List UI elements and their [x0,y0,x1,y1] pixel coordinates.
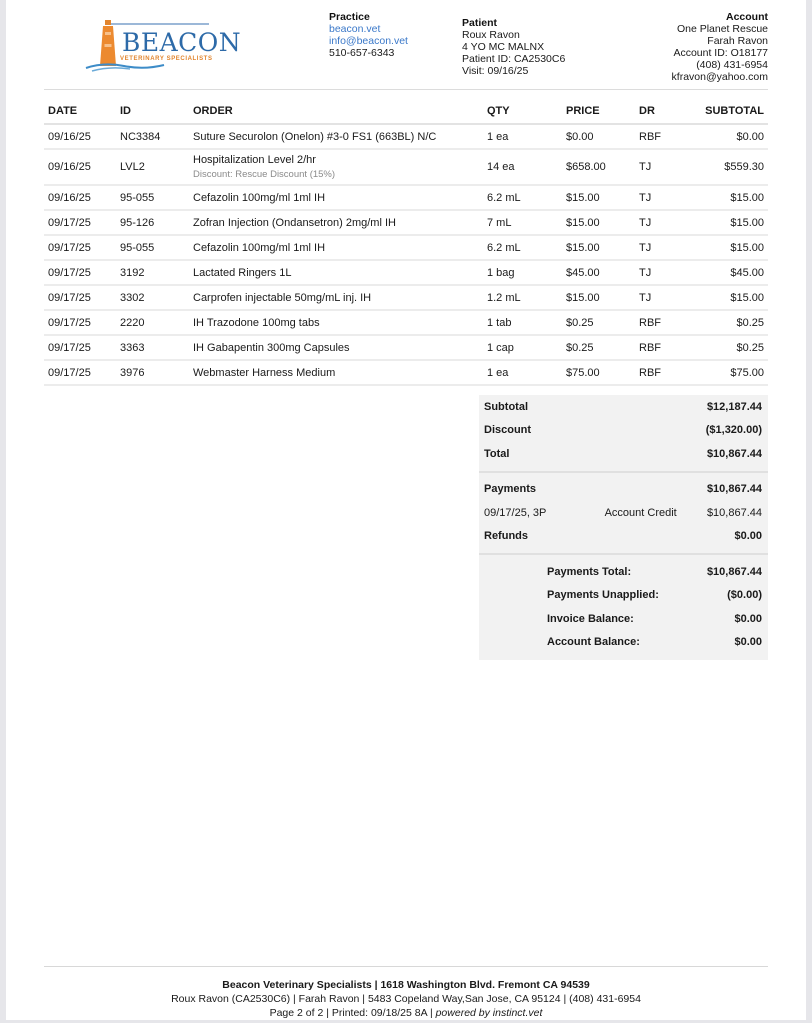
row-id: 3363 [116,335,189,360]
table-row [44,185,768,210]
row-qty: 1 ea [483,124,562,149]
account-phone: (408) 431-6954 [696,59,768,71]
row-qty: 1 bag [483,260,562,285]
row-subtotal: $0.00 [695,124,768,149]
row-dr: TJ [635,210,695,235]
payments-label: Payments [484,483,536,496]
footer-page-printed: Page 2 of 2 | Printed: 09/18/25 8A | [269,1007,436,1019]
row-date: 09/17/25 [44,285,116,310]
row-order [189,149,483,185]
row-subtotal: $15.00 [695,285,768,310]
row-qty: 1.2 mL [483,285,562,310]
invoice-page [6,0,806,1020]
row-order: IH Trazodone 100mg tabs [189,310,483,335]
table-row [44,124,768,149]
row-subtotal: $0.25 [695,335,768,360]
row-order-name: Hospitalization Level 2/hr [193,154,316,166]
row-id: 3302 [116,285,189,310]
row-id: 3192 [116,260,189,285]
account-balance-value: $0.00 [734,636,762,649]
row-subtotal: $15.00 [695,185,768,210]
row-order: Cefazolin 100mg/ml 1ml IH [189,235,483,260]
row-qty: 7 mL [483,210,562,235]
payments-total-label: Payments Total: [547,565,632,578]
footer-page-info [6,1006,806,1020]
row-order: Carprofen injectable 50mg/mL inj. IH [189,285,483,310]
account-email: kfravon@yahoo.com [671,71,768,83]
row-dr: TJ [635,185,695,210]
row-subtotal: $0.25 [695,310,768,335]
payments-unapplied-row [479,584,768,608]
patient-description: 4 YO MC MALNX [462,41,545,53]
row-id: LVL2 [116,149,189,185]
row-order: Cefazolin 100mg/ml 1ml IH [189,185,483,210]
row-dr: TJ [635,235,695,260]
payments-divider [479,553,768,555]
table-row [44,310,768,335]
payments-total-value: $10,867.44 [706,565,762,578]
footer-client-info: Roux Ravon (CA2530C6) | Farah Ravon | 5483 Copeland Way,San Jose, CA 95124 | (408) 431-6954 [171,993,641,1005]
beacon-logo [84,18,242,74]
row-dr: RBF [635,360,695,385]
row-qty: 6.2 mL [483,185,562,210]
row-date: 09/17/25 [44,235,116,260]
total-label: Total [484,447,510,460]
row-qty: 1 ea [483,360,562,385]
col-header-order: ORDER [189,98,483,124]
payments-value: $10,867.44 [706,483,762,496]
header-divider [44,89,768,90]
col-header-subtotal: SUBTOTAL [695,98,768,124]
row-dr: TJ [635,149,695,185]
table-header-row [44,98,768,124]
practice-phone: 510-657-6343 [329,47,395,59]
brand-name: BEACON [122,28,242,57]
row-discount-note: Discount: Rescue Discount (15%) [193,169,336,180]
row-date: 09/17/25 [44,210,116,235]
row-subtotal: $45.00 [695,260,768,285]
patient-id: Patient ID: CA2530C6 [462,53,566,65]
table-row [44,210,768,235]
refunds-row [479,525,768,549]
discount-label: Discount [484,424,532,437]
subtotal-value: $12,187.44 [706,400,762,413]
account-organization: One Planet Rescue [676,23,768,35]
row-price: $15.00 [562,210,635,235]
col-header-id: ID [116,98,189,124]
row-price: $0.25 [562,335,635,360]
invoice-balance-row [479,607,768,631]
row-date: 09/16/25 [44,185,116,210]
payment-entry-method: Account Credit [604,506,677,519]
row-qty: 6.2 mL [483,235,562,260]
payments-unapplied-label: Payments Unapplied: [547,589,659,602]
row-price: $0.00 [562,124,635,149]
row-order: IH Gabapentin 300mg Capsules [189,335,483,360]
invoice-balance-value: $0.00 [734,612,762,625]
row-dr: RBF [635,124,695,149]
table-row [44,260,768,285]
payments-total-row [479,560,768,584]
row-price: $15.00 [562,235,635,260]
table-row [44,360,768,385]
row-order: Zofran Injection (Ondansetron) 2mg/ml IH [189,210,483,235]
practice-email-link[interactable]: info@beacon.vet [329,35,408,47]
discount-value: ($1,320.00) [705,424,762,437]
row-qty: 1 tab [483,310,562,335]
payments-unapplied-value: ($0.00) [727,589,762,602]
totals-divider [479,471,768,473]
col-header-dr: DR [635,98,695,124]
page-footer [6,978,806,1020]
row-id: 2220 [116,310,189,335]
row-date: 09/16/25 [44,124,116,149]
table-row [44,285,768,310]
account-info [672,11,768,83]
row-date: 09/17/25 [44,360,116,385]
row-price: $15.00 [562,285,635,310]
refunds-label: Refunds [484,530,528,543]
practice-info [329,11,408,59]
practice-heading: Practice [329,11,370,23]
patient-visit: Visit: 09/16/25 [462,65,529,77]
row-subtotal: $559.30 [695,149,768,185]
invoice-items-table [44,98,768,386]
row-order: Suture Securolon (Onelon) #3-0 FS1 (663BL) N/C [189,124,483,149]
row-id: 95-126 [116,210,189,235]
account-contact: Farah Ravon [707,35,768,47]
row-id: 3976 [116,360,189,385]
total-value: $10,867.44 [706,447,762,460]
discount-row [479,419,768,443]
table-row [44,335,768,360]
account-heading: Account [726,11,768,23]
payment-entry-amount: $10,867.44 [706,506,762,519]
patient-info [462,17,565,77]
payment-entry-date: 09/17/25, 3P [484,506,547,519]
row-date: 09/17/25 [44,335,116,360]
col-header-date: DATE [44,98,116,124]
row-date: 09/17/25 [44,260,116,285]
row-dr: TJ [635,285,695,310]
invoice-balance-label: Invoice Balance: [547,612,634,625]
table-row [44,235,768,260]
subtotal-label: Subtotal [484,400,528,413]
row-subtotal: $75.00 [695,360,768,385]
footer-powered-by: powered by instinct.vet [435,1007,543,1019]
balance-summary [479,560,768,654]
row-price: $75.00 [562,360,635,385]
row-subtotal: $15.00 [695,235,768,260]
row-qty: 1 cap [483,335,562,360]
refunds-value: $0.00 [734,530,762,543]
account-balance-label: Account Balance: [547,636,640,649]
row-date: 09/16/25 [44,149,116,185]
account-balance-row [479,631,768,655]
total-row [479,442,768,466]
table-row [44,149,768,185]
row-qty: 14 ea [483,149,562,185]
row-subtotal: $15.00 [695,210,768,235]
account-id: Account ID: O18177 [673,47,768,59]
patient-heading: Patient [462,17,498,29]
footer-divider [44,966,768,967]
col-header-price: PRICE [562,98,635,124]
row-date: 09/17/25 [44,310,116,335]
row-dr: TJ [635,260,695,285]
row-price: $45.00 [562,260,635,285]
row-id: 95-055 [116,235,189,260]
row-dr: RBF [635,335,695,360]
payments-row [479,478,768,502]
totals-panel [479,395,768,660]
subtotal-row [479,395,768,419]
patient-name: Roux Ravon [462,29,520,41]
row-id: NC3384 [116,124,189,149]
row-order: Webmaster Harness Medium [189,360,483,385]
row-order: Lactated Ringers 1L [189,260,483,285]
row-price: $15.00 [562,185,635,210]
payment-entry-row [479,501,768,525]
footer-practice-address: Beacon Veterinary Specialists | 1618 Washington Blvd. Fremont CA 94539 [222,979,590,991]
brand-tagline: VETERINARY SPECIALISTS [120,56,213,62]
practice-website-link[interactable]: beacon.vet [329,23,381,35]
row-price: $0.25 [562,310,635,335]
row-dr: RBF [635,310,695,335]
row-price: $658.00 [562,149,635,185]
row-id: 95-055 [116,185,189,210]
col-header-qty: QTY [483,98,562,124]
